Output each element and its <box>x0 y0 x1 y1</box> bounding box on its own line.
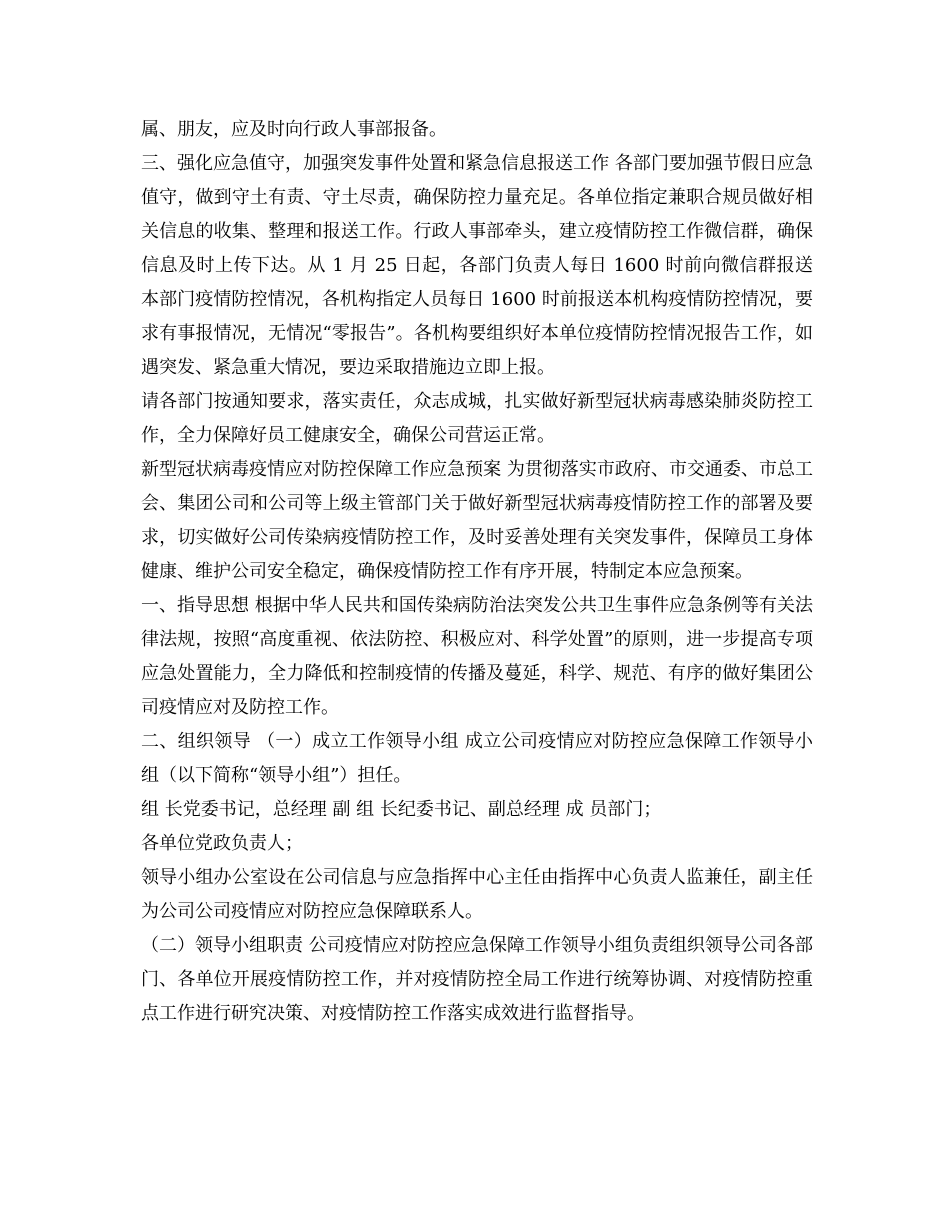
paragraph-organization-leadership: 二、组织领导 （一）成立工作领导小组 成立公司疫情应对防控应急保障工作领导小组（以下简称“领导小组”）担任。 <box>141 731 813 786</box>
paragraph-reporting-note: 属、朋友，应及时向行政人事部报备。 <box>141 119 447 140</box>
paragraph-guiding-ideology: 一、指导思想 根据中华人民共和国传染病防治法突发公共卫生事件应急条例等有关法律法规，按照“高度重视、依法防控、积极应对、科学处置”的原则，进一步提高专项应急处置能力，全力降低和控制疫情的传播及蔓延，科学、规范、有序的做好集团公司疫情应对及防控工作。 <box>141 595 813 718</box>
paragraph-emergency-plan-intro: 新型冠状病毒疫情应对防控保障工作应急预案 为贯彻落实市政府、市交通委、市总工会、集团公司和公司等上级主管部门关于做好新型冠状病毒疫情防控工作的部署及要求，切实做好公司传染病疫情防控工作，及时妥善处理有关突发事件，保障员工身体健康、维护公司安全稳定，确保疫情防控工作有序开展，特制定本应急预案。 <box>141 459 813 582</box>
paragraph-team-members: 组 长党委书记，总经理 副 组 长纪委书记、副总经理 成 员部门； <box>141 799 662 820</box>
paragraph-office-setup: 领导小组办公室设在公司信息与应急指挥中心主任由指挥中心负责人监兼任，副主任为公司公司疫情应对防控应急保障联系人。 <box>141 867 813 922</box>
paragraph-department-request: 请各部门按通知要求，落实责任，众志成城，扎实做好新型冠状病毒感染肺炎防控工作，全力保障好员工健康安全，确保公司营运正常。 <box>141 391 813 446</box>
document-body <box>141 113 813 1031</box>
paragraph-team-duties: （二）领导小组职责 公司疫情应对防控应急保障工作领导小组负责组织领导公司各部门、各单位开展疫情防控工作，并对疫情防控全局工作进行统筹协调、对疫情防控重点工作进行研究决策、对疫情防控工作落实成效进行监督指导。 <box>141 935 813 1024</box>
paragraph-unit-heads: 各单位党政负责人； <box>141 833 303 854</box>
paragraph-emergency-duty: 三、强化应急值守，加强突发事件处置和紧急信息报送工作 各部门要加强节假日应急值守，做到守土有责、守土尽责，确保防控力量充足。各单位指定兼职合规员做好相关信息的收集、整理和报送工作。行政人事部牵头，建立疫情防控工作微信群，确保信息及时上传下达。从 1 月 25 日起，各部门负责人每日 1600 时前向微信群报送本部门疫情防控情况，各机构指定人员每日 1600 时前报送本机构疫情防控情况，要求有事报情况，无情况“零报告”。各机构要组织好本单位疫情防控情况报告工作，如遇突发、紧急重大情况，要边采取措施边立即上报。 <box>141 153 813 378</box>
